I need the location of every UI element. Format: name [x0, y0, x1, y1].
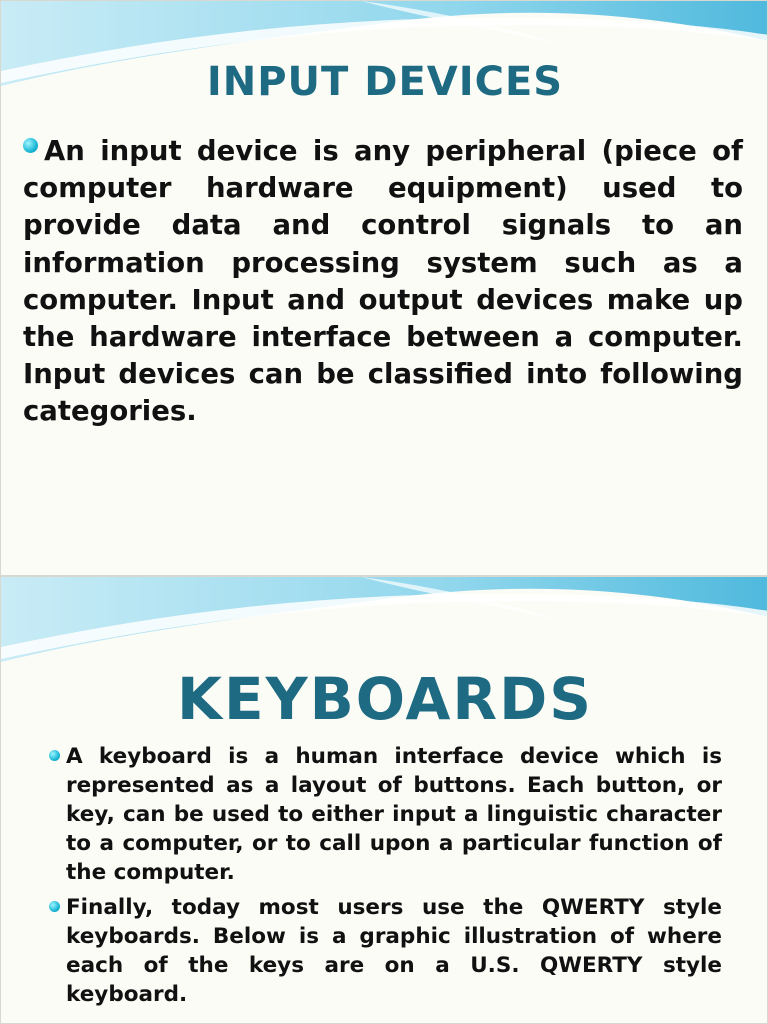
bullet-icon	[49, 901, 60, 912]
bullet-icon	[49, 750, 60, 761]
slide-keyboards	[0, 576, 768, 1024]
slide-title: KEYBOARDS	[177, 665, 593, 733]
paragraph-text: An input device is any peripheral (piece of computer hardware equipment) used to provide data and control signals to an information processing system such as a computer. Input and output devices make up the hardware interface between a computer. Input devices can be classified into following categories.	[23, 135, 743, 428]
bullet-list	[49, 742, 722, 1015]
wave-banner	[1, 577, 768, 667]
list-item	[49, 742, 722, 887]
list-item-text: A keyboard is a human interface device which is represented as a layout of buttons. Each button, or key, can be used to either input a linguistic character to a computer, or to call upon a particular function of the computer.	[66, 744, 722, 885]
bullet-icon	[23, 138, 38, 153]
slide-paragraph	[23, 133, 743, 431]
slide-title: INPUT DEVICES	[206, 59, 564, 105]
list-item-text: Finally, today most users use the QWERTY style keyboards. Below is a graphic illustration of where each of the keys are on a U.S. QWERTY style keyboard.	[66, 895, 722, 1007]
list-item	[49, 893, 722, 1009]
